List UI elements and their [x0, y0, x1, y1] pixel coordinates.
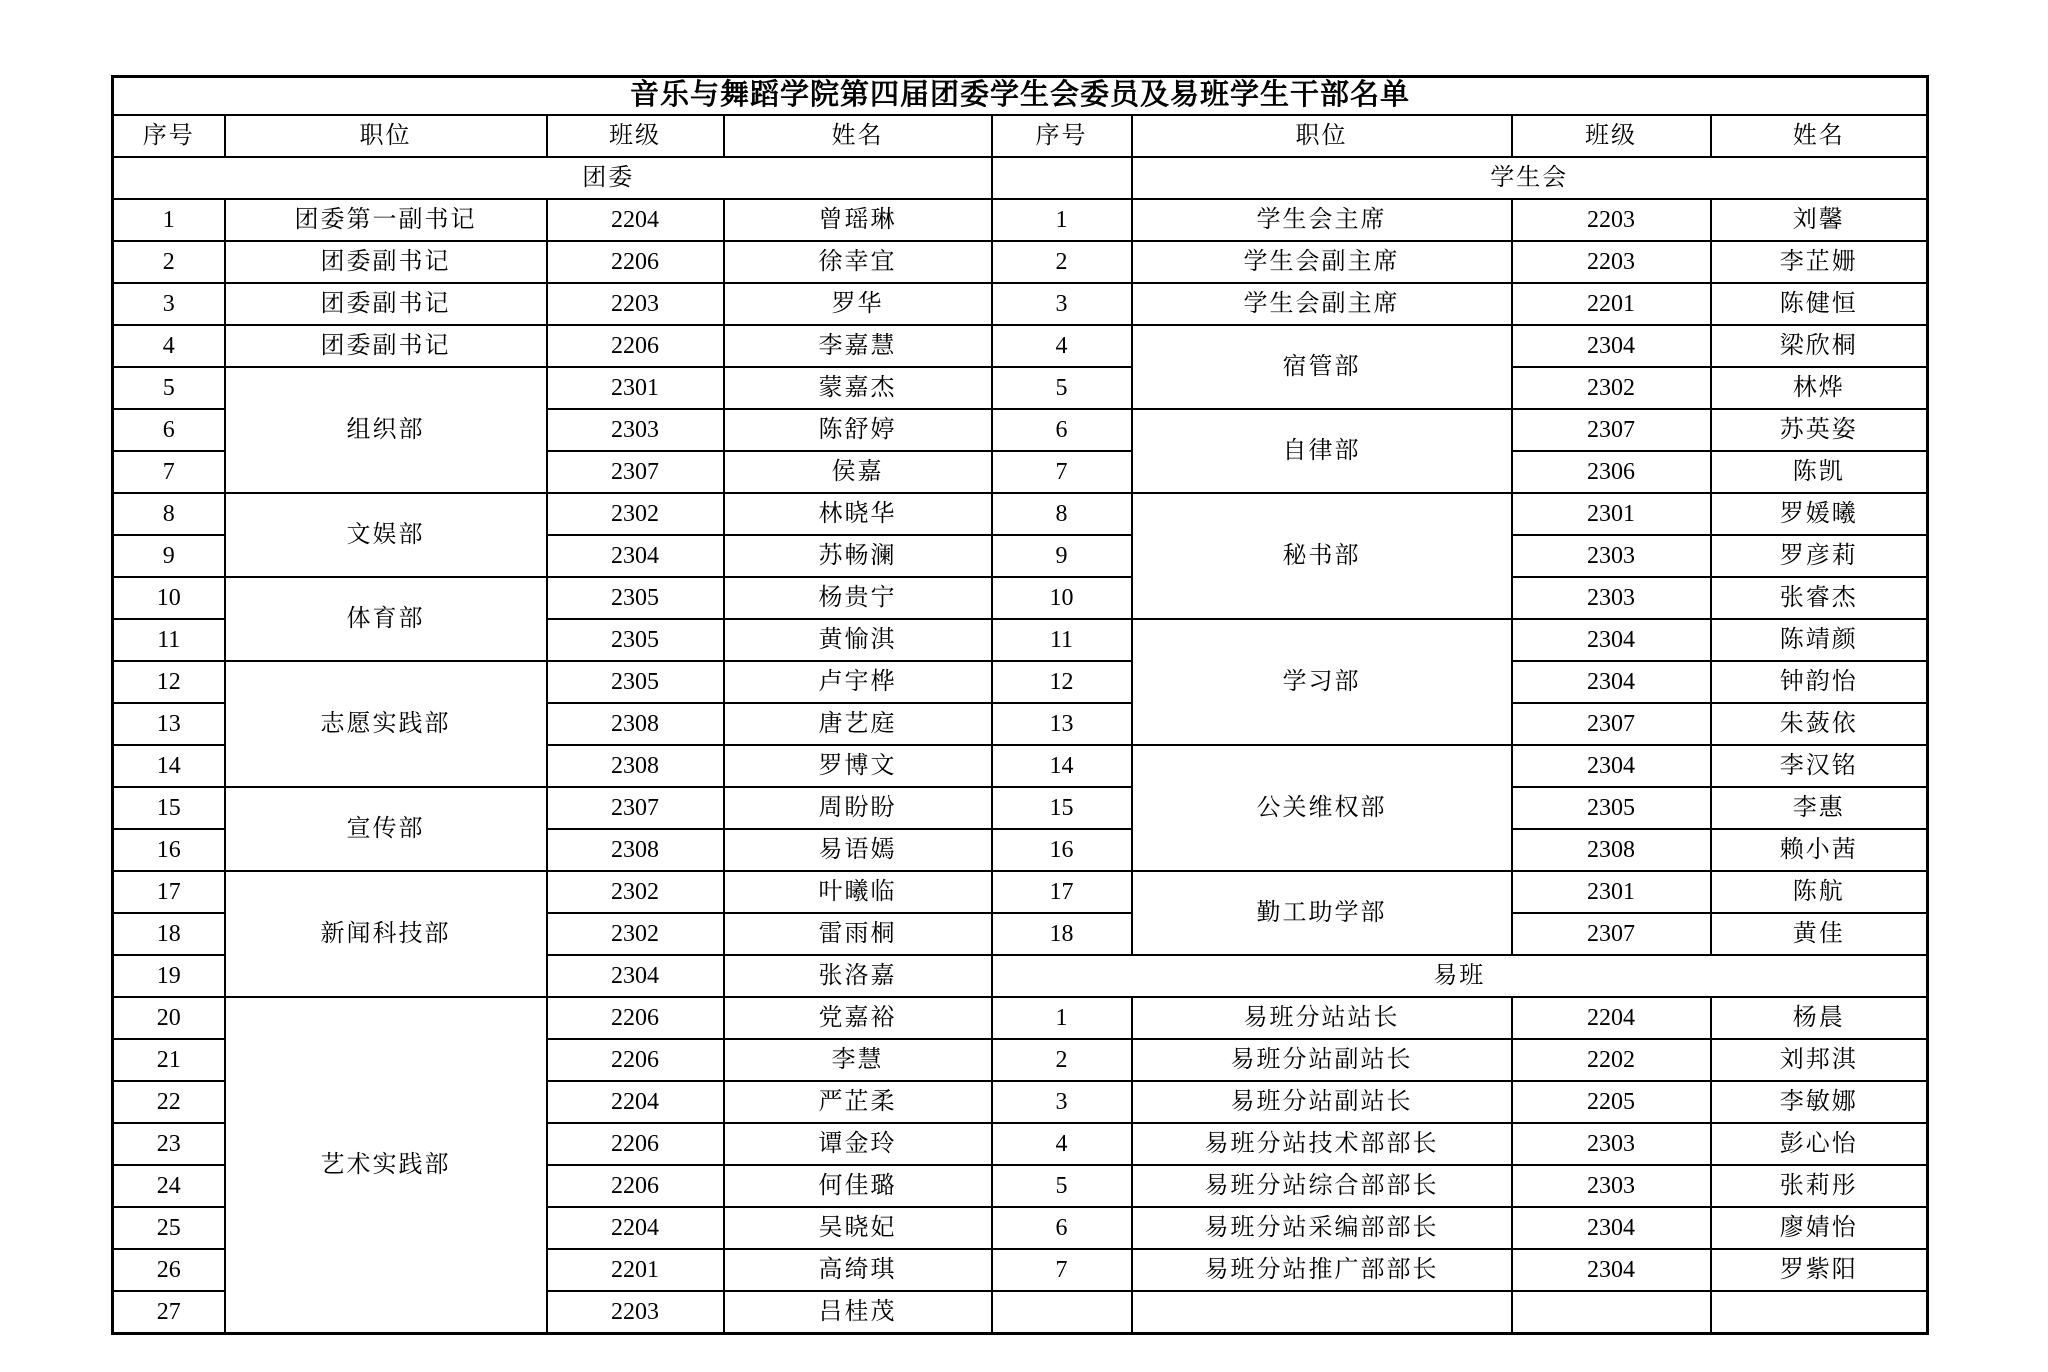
name-cell: 周盼盼 [724, 787, 992, 829]
pos-cell: 团委第一副书记 [225, 199, 547, 241]
name-cell: 赖小茜 [1711, 829, 1928, 871]
class-cell: 2307 [1512, 913, 1711, 955]
class-cell: 2304 [547, 955, 724, 997]
no-cell: 20 [113, 997, 225, 1039]
name-cell: 林烨 [1711, 367, 1928, 409]
pos-cell: 团委副书记 [225, 325, 547, 367]
section-tuanwei: 团委 [113, 157, 992, 199]
table-row [113, 661, 1928, 703]
class-cell: 2308 [547, 829, 724, 871]
class-cell: 2305 [547, 577, 724, 619]
table-row [113, 157, 1928, 199]
class-cell: 2302 [1512, 367, 1711, 409]
class-cell: 2301 [1512, 871, 1711, 913]
table-title: 音乐与舞蹈学院第四届团委学生会委员及易班学生干部名单 [113, 77, 1928, 116]
name-cell: 蒙嘉杰 [724, 367, 992, 409]
no-cell: 11 [113, 619, 225, 661]
class-cell: 2204 [547, 199, 724, 241]
name-cell: 张莉彤 [1711, 1165, 1928, 1207]
name-cell: 何佳璐 [724, 1165, 992, 1207]
name-cell: 唐艺庭 [724, 703, 992, 745]
table-row [113, 367, 1928, 409]
no-cell: 13 [992, 703, 1132, 745]
name-cell: 彭心怡 [1711, 1123, 1928, 1165]
pos-cell: 易班分站综合部部长 [1132, 1165, 1512, 1207]
class-cell: 2206 [547, 1123, 724, 1165]
section-yiban: 易班 [992, 955, 1928, 997]
class-cell: 2304 [1512, 661, 1711, 703]
name-cell: 李敏娜 [1711, 1081, 1928, 1123]
pos-cell: 秘书部 [1132, 493, 1512, 619]
name-cell: 朱蔹依 [1711, 703, 1928, 745]
header-class-left: 班级 [547, 115, 724, 157]
class-cell: 2201 [547, 1249, 724, 1291]
class-cell: 2302 [547, 913, 724, 955]
empty-cell [1132, 1291, 1512, 1334]
class-cell: 2201 [1512, 283, 1711, 325]
name-cell: 刘馨 [1711, 199, 1928, 241]
name-cell: 苏英姿 [1711, 409, 1928, 451]
header-name-left: 姓名 [724, 115, 992, 157]
no-cell: 7 [992, 451, 1132, 493]
no-cell: 1 [992, 997, 1132, 1039]
no-cell: 17 [113, 871, 225, 913]
no-cell: 15 [992, 787, 1132, 829]
no-cell: 4 [113, 325, 225, 367]
name-cell: 叶曦临 [724, 871, 992, 913]
no-cell: 4 [992, 1123, 1132, 1165]
class-cell: 2306 [1512, 451, 1711, 493]
pos-cell: 学生会副主席 [1132, 283, 1512, 325]
name-cell: 张睿杰 [1711, 577, 1928, 619]
no-cell: 18 [992, 913, 1132, 955]
class-cell: 2305 [547, 619, 724, 661]
no-cell: 9 [113, 535, 225, 577]
name-cell: 吕桂茂 [724, 1291, 992, 1334]
name-cell: 李汉铭 [1711, 745, 1928, 787]
class-cell: 2206 [547, 325, 724, 367]
class-cell: 2204 [547, 1081, 724, 1123]
pos-cell: 易班分站推广部部长 [1132, 1249, 1512, 1291]
class-cell: 2206 [547, 241, 724, 283]
class-cell: 2204 [547, 1207, 724, 1249]
no-cell: 3 [992, 1081, 1132, 1123]
pos-cell: 易班分站副站长 [1132, 1039, 1512, 1081]
pos-cell: 学习部 [1132, 619, 1512, 745]
no-cell: 13 [113, 703, 225, 745]
pos-cell: 公关维权部 [1132, 745, 1512, 871]
class-cell: 2305 [1512, 787, 1711, 829]
no-cell: 25 [113, 1207, 225, 1249]
class-cell: 2203 [1512, 241, 1711, 283]
no-cell: 6 [113, 409, 225, 451]
pos-cell: 宿管部 [1132, 325, 1512, 409]
class-cell: 2307 [547, 451, 724, 493]
name-cell: 张洛嘉 [724, 955, 992, 997]
no-cell: 2 [992, 241, 1132, 283]
class-cell: 2307 [547, 787, 724, 829]
class-cell: 2304 [1512, 1249, 1711, 1291]
empty-cell [992, 1291, 1132, 1334]
class-cell: 2304 [1512, 325, 1711, 367]
no-cell: 16 [992, 829, 1132, 871]
no-cell: 19 [113, 955, 225, 997]
header-name-right: 姓名 [1711, 115, 1928, 157]
class-cell: 2308 [547, 703, 724, 745]
name-cell: 杨晨 [1711, 997, 1928, 1039]
no-cell: 8 [113, 493, 225, 535]
table-row [113, 115, 1928, 157]
class-cell: 2301 [1512, 493, 1711, 535]
header-no-left: 序号 [113, 115, 225, 157]
name-cell: 李惠 [1711, 787, 1928, 829]
name-cell: 陈舒婷 [724, 409, 992, 451]
class-cell: 2302 [547, 871, 724, 913]
name-cell: 罗媛曦 [1711, 493, 1928, 535]
no-cell: 5 [113, 367, 225, 409]
name-cell: 黄佳 [1711, 913, 1928, 955]
empty-cell [1711, 1291, 1928, 1334]
pos-cell: 新闻科技部 [225, 871, 547, 997]
name-cell: 李芷姗 [1711, 241, 1928, 283]
name-cell: 卢宇桦 [724, 661, 992, 703]
name-cell: 易语嫣 [724, 829, 992, 871]
no-cell: 2 [992, 1039, 1132, 1081]
name-cell: 黄愉淇 [724, 619, 992, 661]
name-cell: 杨贵宁 [724, 577, 992, 619]
table-row [113, 241, 1928, 283]
name-cell: 罗博文 [724, 745, 992, 787]
name-cell: 林晓华 [724, 493, 992, 535]
pos-cell: 艺术实践部 [225, 997, 547, 1334]
table-row [113, 77, 1928, 116]
no-cell: 11 [992, 619, 1132, 661]
empty-cell [1512, 1291, 1711, 1334]
name-cell: 曾瑶琳 [724, 199, 992, 241]
name-cell: 徐幸宜 [724, 241, 992, 283]
no-cell: 24 [113, 1165, 225, 1207]
table-row [113, 787, 1928, 829]
table-row [113, 325, 1928, 367]
name-cell: 陈健恒 [1711, 283, 1928, 325]
no-cell: 1 [113, 199, 225, 241]
table-row [113, 577, 1928, 619]
class-cell: 2308 [547, 745, 724, 787]
class-cell: 2206 [547, 1039, 724, 1081]
pos-cell: 学生会主席 [1132, 199, 1512, 241]
pos-cell: 文娱部 [225, 493, 547, 577]
class-cell: 2303 [1512, 535, 1711, 577]
class-cell: 2303 [1512, 1165, 1711, 1207]
name-cell: 谭金玲 [724, 1123, 992, 1165]
name-cell: 党嘉裕 [724, 997, 992, 1039]
no-cell: 2 [113, 241, 225, 283]
header-pos-left: 职位 [225, 115, 547, 157]
no-cell: 8 [992, 493, 1132, 535]
pos-cell: 组织部 [225, 367, 547, 493]
no-cell: 22 [113, 1081, 225, 1123]
no-cell: 1 [992, 199, 1132, 241]
name-cell: 钟韵怡 [1711, 661, 1928, 703]
name-cell: 陈靖颜 [1711, 619, 1928, 661]
class-cell: 2304 [547, 535, 724, 577]
no-cell: 27 [113, 1291, 225, 1334]
class-cell: 2302 [547, 493, 724, 535]
section-empty-cell [992, 157, 1132, 199]
class-cell: 2308 [1512, 829, 1711, 871]
pos-cell: 团委副书记 [225, 241, 547, 283]
name-cell: 高绮琪 [724, 1249, 992, 1291]
name-cell: 苏畅澜 [724, 535, 992, 577]
class-cell: 2205 [1512, 1081, 1711, 1123]
pos-cell: 易班分站副站长 [1132, 1081, 1512, 1123]
no-cell: 14 [992, 745, 1132, 787]
section-xueshenghui: 学生会 [1132, 157, 1928, 199]
name-cell: 廖婧怡 [1711, 1207, 1928, 1249]
table-row [113, 493, 1928, 535]
class-cell: 2307 [1512, 409, 1711, 451]
no-cell: 18 [113, 913, 225, 955]
class-cell: 2304 [1512, 619, 1711, 661]
class-cell: 2301 [547, 367, 724, 409]
class-cell: 2307 [1512, 703, 1711, 745]
class-cell: 2304 [1512, 745, 1711, 787]
no-cell: 5 [992, 1165, 1132, 1207]
no-cell: 9 [992, 535, 1132, 577]
name-cell: 梁欣桐 [1711, 325, 1928, 367]
name-cell: 刘邦淇 [1711, 1039, 1928, 1081]
class-cell: 2202 [1512, 1039, 1711, 1081]
name-cell: 侯嘉 [724, 451, 992, 493]
name-cell: 陈航 [1711, 871, 1928, 913]
pos-cell: 勤工助学部 [1132, 871, 1512, 955]
name-cell: 吴晓妃 [724, 1207, 992, 1249]
table-row [113, 997, 1928, 1039]
name-cell: 罗彦莉 [1711, 535, 1928, 577]
no-cell: 12 [113, 661, 225, 703]
name-cell: 陈凯 [1711, 451, 1928, 493]
no-cell: 7 [992, 1249, 1132, 1291]
class-cell: 2303 [547, 409, 724, 451]
no-cell: 5 [992, 367, 1132, 409]
header-pos-right: 职位 [1132, 115, 1512, 157]
pos-cell: 体育部 [225, 577, 547, 661]
no-cell: 14 [113, 745, 225, 787]
no-cell: 6 [992, 1207, 1132, 1249]
name-cell: 李慧 [724, 1039, 992, 1081]
pos-cell: 易班分站站长 [1132, 997, 1512, 1039]
no-cell: 26 [113, 1249, 225, 1291]
no-cell: 17 [992, 871, 1132, 913]
header-no-right: 序号 [992, 115, 1132, 157]
class-cell: 2206 [547, 1165, 724, 1207]
no-cell: 21 [113, 1039, 225, 1081]
pos-cell: 易班分站采编部部长 [1132, 1207, 1512, 1249]
class-cell: 2203 [547, 283, 724, 325]
class-cell: 2203 [1512, 199, 1711, 241]
name-cell: 李嘉慧 [724, 325, 992, 367]
no-cell: 3 [992, 283, 1132, 325]
class-cell: 2303 [1512, 1123, 1711, 1165]
no-cell: 3 [113, 283, 225, 325]
class-cell: 2203 [547, 1291, 724, 1334]
pos-cell: 宣传部 [225, 787, 547, 871]
name-cell: 雷雨桐 [724, 913, 992, 955]
table-row [113, 283, 1928, 325]
class-cell: 2206 [547, 997, 724, 1039]
no-cell: 12 [992, 661, 1132, 703]
no-cell: 16 [113, 829, 225, 871]
name-cell: 罗紫阳 [1711, 1249, 1928, 1291]
pos-cell: 团委副书记 [225, 283, 547, 325]
header-class-right: 班级 [1512, 115, 1711, 157]
no-cell: 15 [113, 787, 225, 829]
name-cell: 罗华 [724, 283, 992, 325]
pos-cell: 志愿实践部 [225, 661, 547, 787]
name-cell: 严芷柔 [724, 1081, 992, 1123]
pos-cell: 学生会副主席 [1132, 241, 1512, 283]
table-row [113, 199, 1928, 241]
no-cell: 10 [113, 577, 225, 619]
class-cell: 2305 [547, 661, 724, 703]
no-cell: 6 [992, 409, 1132, 451]
no-cell: 23 [113, 1123, 225, 1165]
no-cell: 10 [992, 577, 1132, 619]
class-cell: 2304 [1512, 1207, 1711, 1249]
no-cell: 7 [113, 451, 225, 493]
table-row [113, 871, 1928, 913]
pos-cell: 易班分站技术部部长 [1132, 1123, 1512, 1165]
pos-cell: 自律部 [1132, 409, 1512, 493]
no-cell: 4 [992, 325, 1132, 367]
roster-table [111, 75, 1929, 1335]
class-cell: 2204 [1512, 997, 1711, 1039]
class-cell: 2303 [1512, 577, 1711, 619]
